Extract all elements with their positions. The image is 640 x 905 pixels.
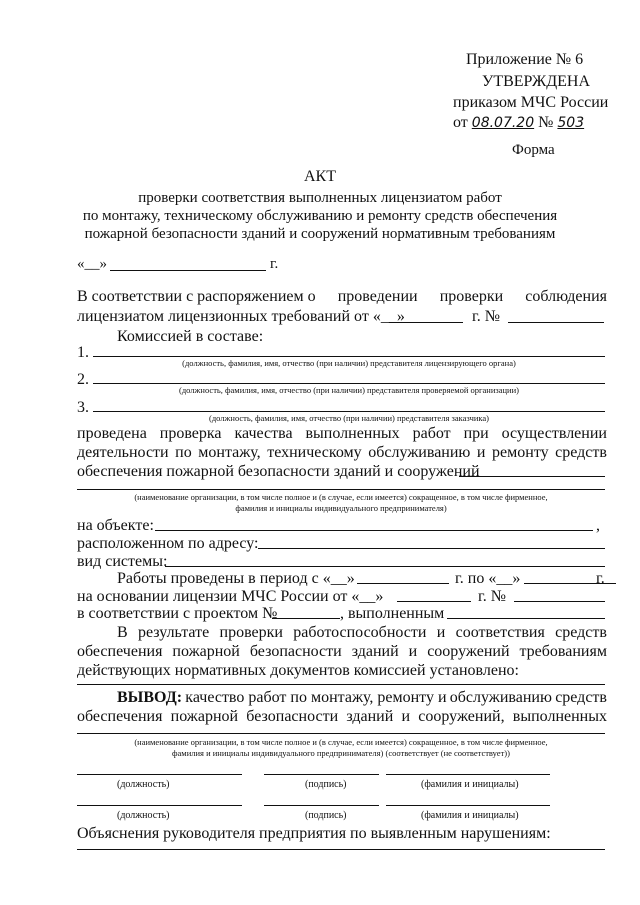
instruction-number-field[interactable] (508, 322, 604, 323)
from-prefix: от (453, 114, 468, 131)
signature-1-name-caption: (фамилия и инициалы) (421, 779, 519, 790)
conclusion-field[interactable] (77, 733, 605, 734)
member-3-num: 3. (77, 399, 89, 416)
license-date-field[interactable] (397, 601, 471, 602)
signature-2-position-caption: (должность) (117, 810, 170, 821)
order-number-handwritten: 503 (557, 115, 585, 131)
organization-caption-2: фамилия и инициалы индивидуального предпринимателя) (235, 503, 447, 513)
explanation-field[interactable] (77, 849, 605, 850)
number-sign: № (538, 114, 554, 131)
organization-field-1[interactable] (459, 476, 605, 477)
result-line-1: В результате проверки работоспособности и соответствия средств (117, 624, 607, 641)
period-from-label: Работы проведены в период с «__» (117, 570, 355, 587)
project-number-field[interactable] (272, 618, 340, 619)
member-3-caption: (должность, фамилия, имя, отчество (при наличии) представителя заказчика) (208, 413, 490, 423)
period-to-label: г. по «__» (455, 570, 521, 587)
commission-label: Комиссией в составе: (117, 328, 264, 345)
form-label: Форма (512, 142, 555, 158)
order-date-line (453, 113, 584, 133)
conclusion-caption-1: (наименование организации, в том числе полное и (в случае, если имеется) сокращенное, в том числе фирменное, (134, 737, 548, 747)
conclusion-caption-2: фамилия и инициалы индивидуального предпринимателя) (соответствует (не соответствует)) (172, 748, 510, 758)
check-line-1: проведена проверка качества выполненных работ при осуществлении (77, 425, 607, 442)
signature-2-name-field[interactable] (386, 805, 550, 806)
member-1-caption: (должность, фамилия, имя, отчество (при наличии) представителя лицензирующего органа) (182, 358, 516, 368)
project-executor-label: , выполненным (340, 605, 445, 622)
period-from-field[interactable] (357, 583, 449, 584)
member-2-field[interactable] (93, 383, 605, 384)
object-field[interactable] (155, 530, 593, 531)
address-field[interactable] (258, 548, 605, 549)
signature-1-position-field[interactable] (77, 774, 242, 775)
project-executor-field[interactable] (447, 618, 605, 619)
order-date-handwritten: 08.07.20 (471, 115, 535, 131)
conclusion-line-2: обеспечения пожарной безопасности зданий и сооружений, выполненных (77, 708, 607, 725)
intro-line-2a: лицензиатом лицензионных требований от «__» (77, 308, 405, 325)
act-subtitle-1: проверки соответствия выполненных лицензиатом работ (138, 190, 502, 206)
act-title: АКТ (304, 168, 336, 185)
check-line-3: обеспечения пожарной безопасности зданий и сооружений (77, 463, 480, 480)
member-2-caption: (должность, фамилия, имя, отчество (при наличии) представителя проверяемой организации) (179, 385, 519, 395)
signature-2-sign-caption: (подпись) (305, 810, 347, 821)
period-year-suffix: г. (596, 570, 605, 587)
act-subtitle-2: по монтажу, техническому обслуживанию и ремонту средств обеспечения (82, 208, 558, 224)
member-2-num: 2. (77, 371, 89, 388)
date-day: «__» (77, 256, 107, 272)
license-date-label: на основании лицензии МЧС России от «__» (77, 588, 384, 605)
date-month-field[interactable] (110, 270, 266, 271)
signature-1-name-field[interactable] (386, 774, 550, 775)
conclusion-line-1: ВЫВОД: качество работ по монтажу, ремонту и обслуживанию средств (117, 689, 607, 706)
address-label: расположенном по адресу: (77, 535, 259, 552)
intro-line-1: В соответствии с распоряжением о проведении проверки соблюдения (77, 288, 607, 305)
conclusion-label: ВЫВОД: (117, 689, 183, 706)
organization-field-2[interactable] (77, 489, 605, 490)
object-comma: , (596, 517, 600, 534)
organization-caption-1: (наименование организации, в том числе полное и (в случае, если имеется) сокращенное, в том числе фирменное, (134, 492, 548, 502)
result-field[interactable] (77, 684, 605, 685)
signature-1-position-caption: (должность) (117, 779, 170, 790)
explanation-label: Объяснения руководителя предприятия по выявленным нарушениям: (77, 825, 551, 842)
license-number-label: г. № (478, 588, 507, 605)
member-1-num: 1. (77, 344, 89, 361)
intro-line-2b: г. № (472, 308, 501, 325)
signature-1-sign-caption: (подпись) (305, 779, 347, 790)
member-3-field[interactable] (93, 411, 605, 412)
act-subtitle-3: пожарной безопасности зданий и сооружений нормативным требованиям (84, 226, 556, 242)
instruction-date-field[interactable] (389, 322, 463, 323)
signature-2-sign-field[interactable] (264, 805, 379, 806)
system-field[interactable] (165, 566, 605, 567)
member-1-field[interactable] (93, 356, 605, 357)
result-line-3: действующих нормативных документов комиссией установлено: (77, 662, 519, 679)
order-label: приказом МЧС России (453, 94, 609, 111)
signature-2-name-caption: (фамилия и инициалы) (421, 810, 519, 821)
check-line-2: деятельности по монтажу, техническому обслуживанию и ремонту средств (77, 444, 607, 461)
approved-label: УТВЕРЖДЕНА (482, 73, 591, 90)
license-number-field[interactable] (514, 601, 605, 602)
result-line-2: обеспечения пожарной безопасности зданий и сооружений требованиям (77, 643, 607, 660)
date-year-suffix: г. (270, 256, 279, 272)
system-label: вид системы: (77, 553, 168, 570)
object-label: на объекте: (77, 517, 154, 534)
appendix-label: Приложение № 6 (466, 51, 584, 68)
signature-2-position-field[interactable] (77, 805, 242, 806)
project-number-label: в соответствии с проектом № (77, 605, 278, 622)
signature-1-sign-field[interactable] (264, 774, 379, 775)
